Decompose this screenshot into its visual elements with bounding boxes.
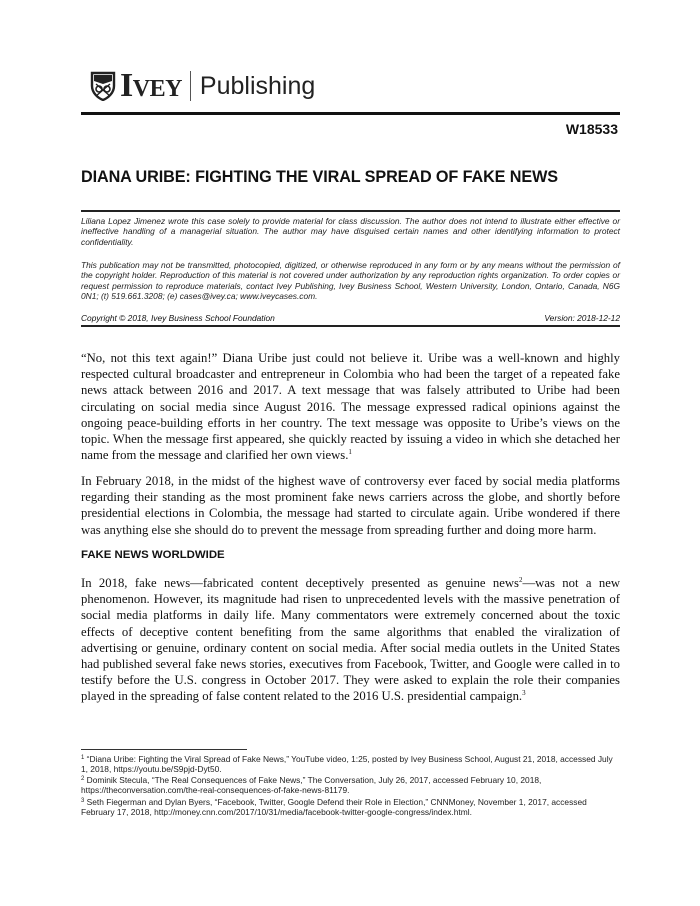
body-paragraph-1: “No, not this text again!” Diana Uribe just could not believe it. Uribe was a well-known and highly respected cultural broadcaster and entrepreneur in Colombia who had been the target of a repeated fake news attack between 2016 and 2017. A text message that was falsely attributed to Uribe had been circulating on social media since August 2016. The message expressed radical opinions against the ongoing peace-building efforts in her country. The text message was opposite to Uribe’s views on the topic. When the message first appeared, she quickly reacted by issuing a video in which she detached her name from the message and clarified her own views.$^1$ [81, 351, 620, 463]
ivey-shield-icon [90, 71, 116, 101]
section-heading: FAKE NEWS WORLDWIDE [81, 549, 225, 561]
header-rule [81, 112, 620, 115]
footnote-1: $^1$ “Diana Uribe: Fighting the Viral Spread of Fake News,” YouTube video, 1:25, posted by Ivey Business School, August 21, 2018, accessed July 1, 2018, https://youtu.be/S9pjd-Dyt50. [81, 754, 613, 775]
copyright-text: Copyright © 2018, Ivey Business School Foundation [81, 313, 275, 323]
copyright-row [81, 313, 620, 323]
footnote-ref-1[interactable]: 1 [348, 448, 352, 457]
case-code: W18533 [565, 121, 618, 137]
footnote-2: $^2$ Dominik Stecula, “The Real Consequences of Fake News,” The Conversation, July 26, 2017, accessed February 10, 2018, https://theconversation.com/the-real-consequences-of-fake-news-81179. [81, 775, 542, 796]
version-text: Version: 2018-12-12 [544, 313, 620, 323]
authorship-disclaimer: Liliana Lopez Jimenez wrote this case solely to provide material for class discussion. The author does not intend to illustrate either effective or ineffective handling of a managerial situation. The author may have disguised certain names and other identifying information to protect confidentiality. [81, 216, 620, 247]
logo-divider [190, 71, 191, 101]
footnote-3: $^3$ Seth Fiegerman and Dylan Byers, “Facebook, Twitter, Google Defend their Role in Election,” CNNMoney, November 1, 2017, accessed February 17, 2018, http://money.cnn.com/2017/10/31/media/facebook-twitter-google-congress/index.html. [81, 797, 587, 818]
disclaimer-bottom-rule [81, 325, 620, 327]
footnote-ref-2[interactable]: 2 [518, 576, 523, 584]
disclaimer-top-rule [81, 210, 620, 212]
publisher-label: Publishing [199, 71, 316, 100]
footnote-ref-3[interactable]: 3 [522, 689, 526, 698]
body-paragraph-2: In February 2018, in the midst of the highest wave of controversy ever faced by social media platforms regarding their standing as the most prominent fake news carriers across the globe, and shortly before presidential elections in Colombia, the message had started to circulate again. Uribe wondered if there was anything else she should do to prevent the message from spreading further and doing more harm. [81, 474, 620, 537]
case-title: DIANA URIBE: FIGHTING THE VIRAL SPREAD OF FAKE NEWS [81, 168, 558, 186]
permissions-notice: This publication may not be transmitted, photocopied, digitized, or otherwise reproduced in any form or by any means without the permission of the copyright holder. Reproduction of this material is not covered under authorization by any reproduction rights organization. To order copies or request permission to reproduce materials, contact Ivey Publishing, Ivey Business School, Western University, London, Ontario, Canada, N6G 0N1; (t) 519.661.3208; (e) cases@ivey.ca; www.iveycases.com. [81, 260, 620, 302]
ivey-publishing-logo [90, 66, 315, 106]
body-paragraph-3: In 2018, fake news—fabricated content deceptively presented as genuine news$^2$—was not a new phenomenon. However, its magnitude had risen to unprecedented levels with the massive penetration of social media platforms in daily life. Many commentators were extremely concerned about the toxic effects of deceptive content benefiting from the same algorithms that enabled the viralization of advertising or genuine, ordinary content on social media. After social media outlets in the United States had published several fake news stories, executives from Facebook, Twitter, and Google were called in to testify before the U.S. congress in October 2017. They were asked to explain the role their companies played in the spreading of false content related to the 2016 U.S. presidential campaign.$^3$ [81, 576, 620, 704]
brand-wordmark: Ivey [120, 67, 182, 104]
footnote-separator [81, 749, 247, 750]
